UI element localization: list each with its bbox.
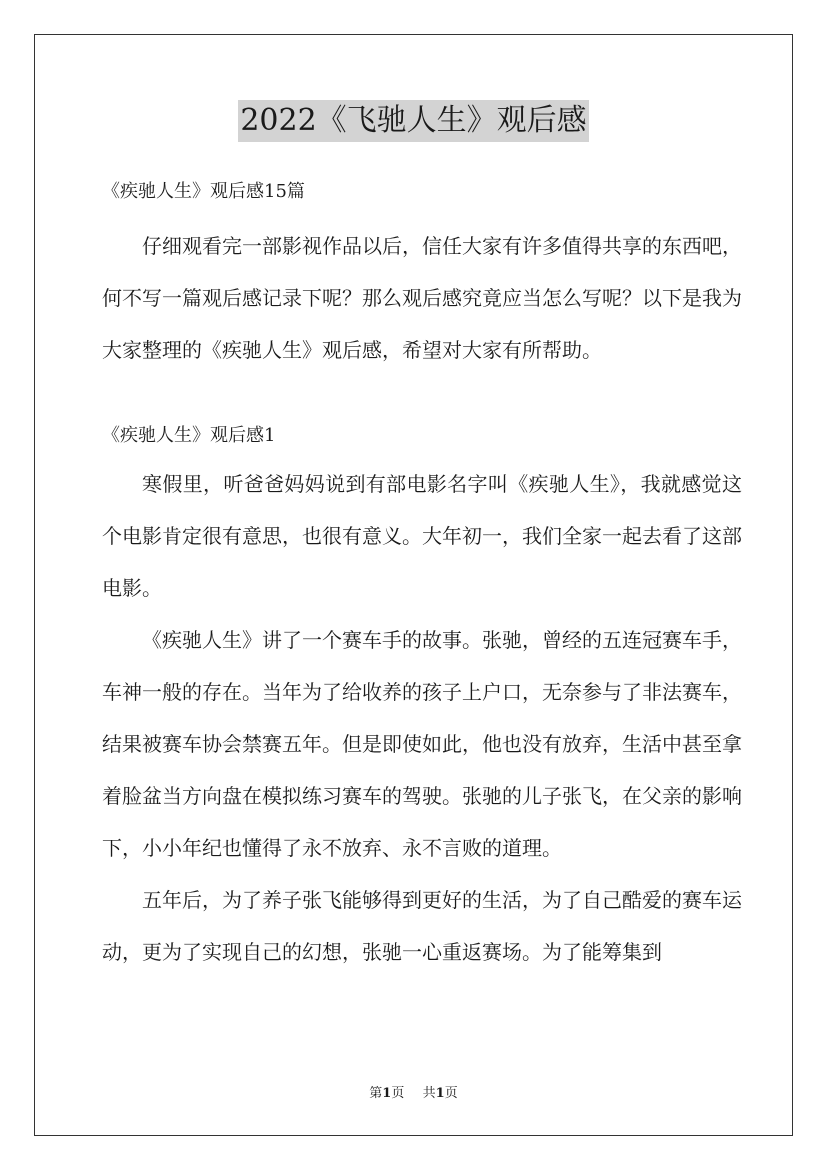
body-paragraph: 五年后，为了养子张飞能够得到更好的生活，为了自己酷爱的赛车运动，更为了实现自己的幻想，张驰一心重返赛场。为了能筹集到	[102, 888, 742, 964]
intro-paragraph: 仔细观看完一部影视作品以后，信任大家有许多值得共享的东西吧，何不写一篇观后感记录下呢？那么观后感究竟应当怎么写呢？以下是我为大家整理的《疾驰人生》观后感，希望对大家有所帮助。	[102, 234, 742, 362]
section-gap	[102, 376, 742, 414]
page-number: 第1页	[369, 1086, 405, 1101]
document-subtitle: 《疾驰人生》观后感15篇	[102, 181, 305, 202]
page-total: 共1页	[422, 1086, 458, 1101]
section-heading: 《疾驰人生》观后感1	[102, 425, 276, 446]
document-body	[102, 170, 742, 978]
body-paragraph: 寒假里，听爸爸妈妈说到有部电影名字叫《疾驰人生》，我就感觉这个电影肯定很有意思，也很有意义。大年初一，我们全家一起去看了这部电影。	[102, 472, 742, 600]
title-container	[0, 100, 827, 142]
document-title: 2022《飞驰人生》观后感	[238, 100, 588, 142]
body-paragraph: 《疾驰人生》讲了一个赛车手的故事。张驰，曾经的五连冠赛车手，车神一般的存在。当年为了给收养的孩子上户口，无奈参与了非法赛车，结果被赛车协会禁赛五年。但是即使如此，他也没有放弃，生活中甚至拿着脸盆当方向盘在模拟练习赛车的驾驶。张驰的儿子张飞，在父亲的影响下，小小年纪也懂得了永不放弃、永不言败的道理。	[102, 628, 742, 860]
page-footer	[0, 1082, 827, 1101]
